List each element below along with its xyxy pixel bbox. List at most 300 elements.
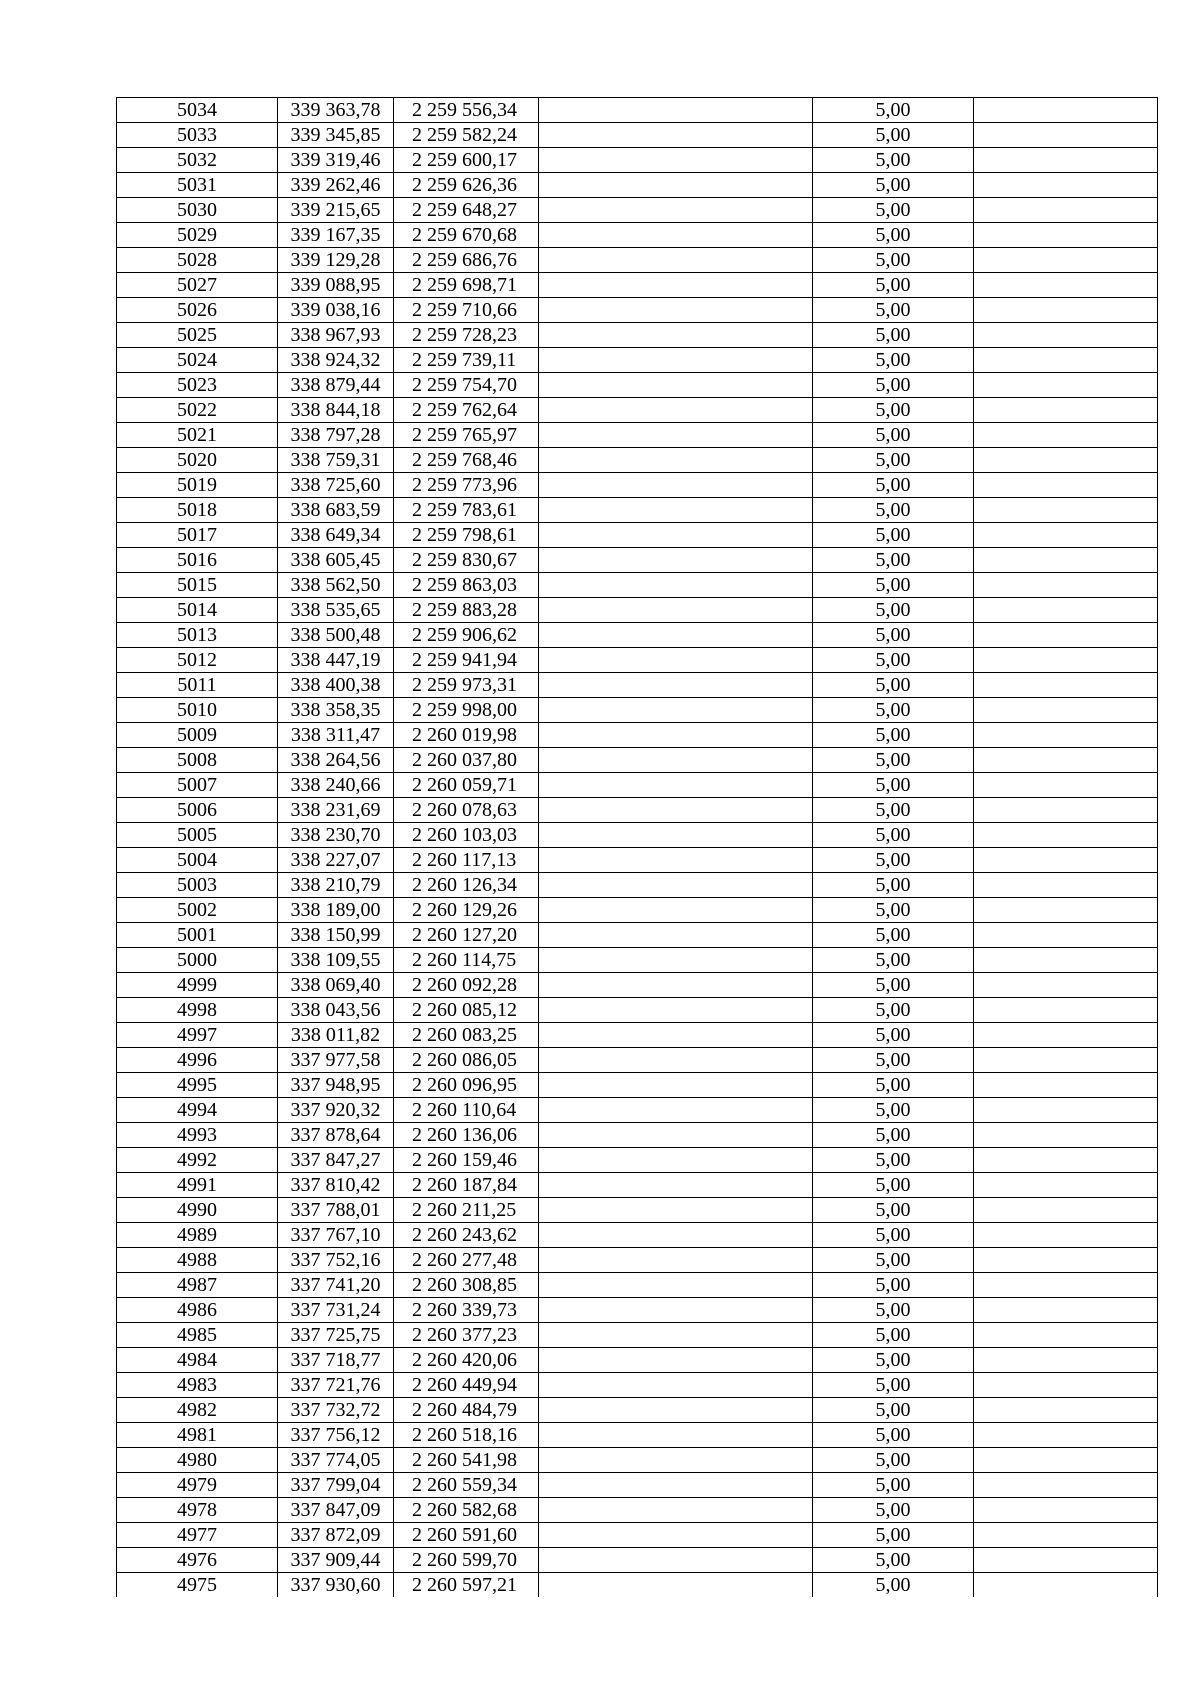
point-number-cell: 4984: [117, 1348, 278, 1373]
x-coordinate-cell: 338 649,34: [278, 523, 394, 548]
empty-cell: [539, 148, 813, 173]
table-row: [117, 548, 1158, 573]
empty-cell: [539, 323, 813, 348]
empty-cell: [974, 198, 1158, 223]
empty-cell: [539, 648, 813, 673]
value-cell: 5,00: [813, 98, 974, 123]
point-number-cell: 5016: [117, 548, 278, 573]
table-row: [117, 1048, 1158, 1073]
table-row: [117, 1423, 1158, 1448]
table-row: [117, 898, 1158, 923]
y-coordinate-cell: 2 259 906,62: [394, 623, 539, 648]
value-cell: 5,00: [813, 1298, 974, 1323]
y-coordinate-cell: 2 260 117,13: [394, 848, 539, 873]
point-number-cell: 4998: [117, 998, 278, 1023]
table-row: [117, 948, 1158, 973]
empty-cell: [539, 798, 813, 823]
x-coordinate-cell: 338 562,50: [278, 573, 394, 598]
point-number-cell: 4986: [117, 1298, 278, 1323]
empty-cell: [539, 848, 813, 873]
x-coordinate-cell: 337 767,10: [278, 1223, 394, 1248]
table-row: [117, 98, 1158, 123]
empty-cell: [974, 1298, 1158, 1323]
value-cell: 5,00: [813, 923, 974, 948]
value-cell: 5,00: [813, 773, 974, 798]
point-number-cell: 5011: [117, 673, 278, 698]
table-row: [117, 323, 1158, 348]
empty-cell: [539, 1148, 813, 1173]
y-coordinate-cell: 2 260 377,23: [394, 1323, 539, 1348]
point-number-cell: 4976: [117, 1548, 278, 1573]
x-coordinate-cell: 338 189,00: [278, 898, 394, 923]
y-coordinate-cell: 2 259 783,61: [394, 498, 539, 523]
table-row: [117, 398, 1158, 423]
empty-cell: [539, 1523, 813, 1548]
value-cell: 5,00: [813, 848, 974, 873]
y-coordinate-cell: 2 260 420,06: [394, 1348, 539, 1373]
point-number-cell: 4980: [117, 1448, 278, 1473]
empty-cell: [539, 923, 813, 948]
table-row: [117, 448, 1158, 473]
y-coordinate-cell: 2 260 339,73: [394, 1298, 539, 1323]
empty-cell: [539, 1048, 813, 1073]
point-number-cell: 5034: [117, 98, 278, 123]
value-cell: 5,00: [813, 648, 974, 673]
value-cell: 5,00: [813, 873, 974, 898]
empty-cell: [539, 448, 813, 473]
y-coordinate-cell: 2 260 308,85: [394, 1273, 539, 1298]
x-coordinate-cell: 339 345,85: [278, 123, 394, 148]
table-row: [117, 298, 1158, 323]
y-coordinate-cell: 2 260 127,20: [394, 923, 539, 948]
y-coordinate-cell: 2 259 686,76: [394, 248, 539, 273]
y-coordinate-cell: 2 260 086,05: [394, 1048, 539, 1073]
empty-cell: [974, 1373, 1158, 1398]
empty-cell: [539, 1348, 813, 1373]
value-cell: 5,00: [813, 698, 974, 723]
x-coordinate-cell: 339 038,16: [278, 298, 394, 323]
point-number-cell: 5030: [117, 198, 278, 223]
y-coordinate-cell: 2 259 883,28: [394, 598, 539, 623]
table-row: [117, 423, 1158, 448]
table-row: [117, 1498, 1158, 1523]
empty-cell: [974, 723, 1158, 748]
x-coordinate-cell: 337 920,32: [278, 1098, 394, 1123]
value-cell: 5,00: [813, 323, 974, 348]
empty-cell: [539, 623, 813, 648]
empty-cell: [539, 173, 813, 198]
point-number-cell: 4983: [117, 1373, 278, 1398]
value-cell: 5,00: [813, 623, 974, 648]
empty-cell: [539, 748, 813, 773]
y-coordinate-cell: 2 260 599,70: [394, 1548, 539, 1573]
empty-cell: [974, 1173, 1158, 1198]
table-row: [117, 648, 1158, 673]
value-cell: 5,00: [813, 1573, 974, 1598]
y-coordinate-cell: 2 260 019,98: [394, 723, 539, 748]
empty-cell: [539, 673, 813, 698]
empty-cell: [539, 773, 813, 798]
empty-cell: [539, 423, 813, 448]
y-coordinate-cell: 2 259 765,97: [394, 423, 539, 448]
x-coordinate-cell: 338 879,44: [278, 373, 394, 398]
empty-cell: [974, 1423, 1158, 1448]
value-cell: 5,00: [813, 973, 974, 998]
point-number-cell: 5032: [117, 148, 278, 173]
empty-cell: [974, 1073, 1158, 1098]
coordinates-table: [116, 97, 1158, 1597]
empty-cell: [974, 1498, 1158, 1523]
table-row: [117, 348, 1158, 373]
point-number-cell: 4995: [117, 1073, 278, 1098]
y-coordinate-cell: 2 259 710,66: [394, 298, 539, 323]
empty-cell: [539, 1398, 813, 1423]
value-cell: 5,00: [813, 473, 974, 498]
value-cell: 5,00: [813, 1248, 974, 1273]
y-coordinate-cell: 2 260 114,75: [394, 948, 539, 973]
value-cell: 5,00: [813, 1473, 974, 1498]
point-number-cell: 5015: [117, 573, 278, 598]
empty-cell: [539, 873, 813, 898]
x-coordinate-cell: 338 210,79: [278, 873, 394, 898]
value-cell: 5,00: [813, 723, 974, 748]
y-coordinate-cell: 2 260 037,80: [394, 748, 539, 773]
empty-cell: [539, 598, 813, 623]
value-cell: 5,00: [813, 173, 974, 198]
empty-cell: [974, 1548, 1158, 1573]
empty-cell: [539, 473, 813, 498]
x-coordinate-cell: 337 948,95: [278, 1073, 394, 1098]
empty-cell: [539, 98, 813, 123]
x-coordinate-cell: 337 909,44: [278, 1548, 394, 1573]
table-row: [117, 848, 1158, 873]
table-row: [117, 773, 1158, 798]
empty-cell: [539, 1573, 813, 1598]
y-coordinate-cell: 2 260 126,34: [394, 873, 539, 898]
table-row: [117, 1373, 1158, 1398]
value-cell: 5,00: [813, 198, 974, 223]
x-coordinate-cell: 338 400,38: [278, 673, 394, 698]
empty-cell: [974, 798, 1158, 823]
x-coordinate-cell: 337 721,76: [278, 1373, 394, 1398]
y-coordinate-cell: 2 259 626,36: [394, 173, 539, 198]
point-number-cell: 5031: [117, 173, 278, 198]
empty-cell: [539, 998, 813, 1023]
point-number-cell: 5001: [117, 923, 278, 948]
table-row: [117, 573, 1158, 598]
x-coordinate-cell: 338 150,99: [278, 923, 394, 948]
point-number-cell: 5025: [117, 323, 278, 348]
value-cell: 5,00: [813, 1198, 974, 1223]
empty-cell: [539, 1273, 813, 1298]
value-cell: 5,00: [813, 1423, 974, 1448]
point-number-cell: 5007: [117, 773, 278, 798]
y-coordinate-cell: 2 260 591,60: [394, 1523, 539, 1548]
y-coordinate-cell: 2 260 211,25: [394, 1198, 539, 1223]
empty-cell: [974, 1473, 1158, 1498]
empty-cell: [539, 948, 813, 973]
value-cell: 5,00: [813, 123, 974, 148]
point-number-cell: 5017: [117, 523, 278, 548]
empty-cell: [539, 698, 813, 723]
empty-cell: [539, 273, 813, 298]
y-coordinate-cell: 2 260 243,62: [394, 1223, 539, 1248]
point-number-cell: 5028: [117, 248, 278, 273]
empty-cell: [539, 1423, 813, 1448]
x-coordinate-cell: 337 847,27: [278, 1148, 394, 1173]
point-number-cell: 5004: [117, 848, 278, 873]
empty-cell: [539, 1023, 813, 1048]
empty-cell: [974, 598, 1158, 623]
table-row: [117, 473, 1158, 498]
empty-cell: [974, 898, 1158, 923]
value-cell: 5,00: [813, 1173, 974, 1198]
table-row: [117, 223, 1158, 248]
empty-cell: [974, 248, 1158, 273]
x-coordinate-cell: 339 215,65: [278, 198, 394, 223]
empty-cell: [974, 298, 1158, 323]
x-coordinate-cell: 338 109,55: [278, 948, 394, 973]
empty-cell: [974, 1573, 1158, 1598]
table-row: [117, 1398, 1158, 1423]
empty-cell: [539, 123, 813, 148]
point-number-cell: 5013: [117, 623, 278, 648]
empty-cell: [974, 373, 1158, 398]
y-coordinate-cell: 2 260 484,79: [394, 1398, 539, 1423]
value-cell: 5,00: [813, 1023, 974, 1048]
y-coordinate-cell: 2 259 600,17: [394, 148, 539, 173]
table-row: [117, 798, 1158, 823]
table-row: [117, 1298, 1158, 1323]
empty-cell: [974, 973, 1158, 998]
table-row: [117, 1123, 1158, 1148]
table-row: [117, 1573, 1158, 1598]
x-coordinate-cell: 338 011,82: [278, 1023, 394, 1048]
empty-cell: [974, 398, 1158, 423]
table-row: [117, 598, 1158, 623]
table-row: [117, 748, 1158, 773]
table-row: [117, 498, 1158, 523]
x-coordinate-cell: 338 500,48: [278, 623, 394, 648]
empty-cell: [539, 1298, 813, 1323]
value-cell: 5,00: [813, 248, 974, 273]
empty-cell: [974, 98, 1158, 123]
value-cell: 5,00: [813, 348, 974, 373]
value-cell: 5,00: [813, 1048, 974, 1073]
table-row: [117, 523, 1158, 548]
empty-cell: [974, 573, 1158, 598]
table-row: [117, 698, 1158, 723]
value-cell: 5,00: [813, 1323, 974, 1348]
table-row: [117, 173, 1158, 198]
y-coordinate-cell: 2 259 762,64: [394, 398, 539, 423]
point-number-cell: 5020: [117, 448, 278, 473]
empty-cell: [539, 248, 813, 273]
empty-cell: [974, 223, 1158, 248]
table-row: [117, 873, 1158, 898]
point-number-cell: 5010: [117, 698, 278, 723]
table-row: [117, 1248, 1158, 1273]
y-coordinate-cell: 2 260 110,64: [394, 1098, 539, 1123]
y-coordinate-cell: 2 260 159,46: [394, 1148, 539, 1173]
point-number-cell: 4988: [117, 1248, 278, 1273]
y-coordinate-cell: 2 259 698,71: [394, 273, 539, 298]
x-coordinate-cell: 337 878,64: [278, 1123, 394, 1148]
point-number-cell: 5000: [117, 948, 278, 973]
empty-cell: [974, 473, 1158, 498]
value-cell: 5,00: [813, 273, 974, 298]
table-row: [117, 1223, 1158, 1248]
x-coordinate-cell: 337 774,05: [278, 1448, 394, 1473]
empty-cell: [539, 1173, 813, 1198]
empty-cell: [974, 448, 1158, 473]
table-row: [117, 973, 1158, 998]
x-coordinate-cell: 338 924,32: [278, 348, 394, 373]
point-number-cell: 5014: [117, 598, 278, 623]
empty-cell: [974, 998, 1158, 1023]
x-coordinate-cell: 338 358,35: [278, 698, 394, 723]
x-coordinate-cell: 338 230,70: [278, 823, 394, 848]
value-cell: 5,00: [813, 598, 974, 623]
x-coordinate-cell: 338 069,40: [278, 973, 394, 998]
y-coordinate-cell: 2 260 092,28: [394, 973, 539, 998]
x-coordinate-cell: 337 731,24: [278, 1298, 394, 1323]
y-coordinate-cell: 2 259 556,34: [394, 98, 539, 123]
value-cell: 5,00: [813, 148, 974, 173]
point-number-cell: 5009: [117, 723, 278, 748]
x-coordinate-cell: 338 535,65: [278, 598, 394, 623]
empty-cell: [539, 223, 813, 248]
empty-cell: [539, 198, 813, 223]
value-cell: 5,00: [813, 1523, 974, 1548]
table-row: [117, 998, 1158, 1023]
table-row: [117, 1148, 1158, 1173]
table-row: [117, 673, 1158, 698]
empty-cell: [539, 1473, 813, 1498]
empty-cell: [974, 773, 1158, 798]
point-number-cell: 4997: [117, 1023, 278, 1048]
value-cell: 5,00: [813, 398, 974, 423]
table-row: [117, 1448, 1158, 1473]
empty-cell: [974, 1448, 1158, 1473]
y-coordinate-cell: 2 259 798,61: [394, 523, 539, 548]
x-coordinate-cell: 338 967,93: [278, 323, 394, 348]
y-coordinate-cell: 2 260 129,26: [394, 898, 539, 923]
x-coordinate-cell: 338 043,56: [278, 998, 394, 1023]
y-coordinate-cell: 2 259 728,23: [394, 323, 539, 348]
table-row: [117, 623, 1158, 648]
point-number-cell: 5023: [117, 373, 278, 398]
y-coordinate-cell: 2 259 773,96: [394, 473, 539, 498]
table-row: [117, 923, 1158, 948]
value-cell: 5,00: [813, 1223, 974, 1248]
table-row: [117, 123, 1158, 148]
empty-cell: [539, 1448, 813, 1473]
x-coordinate-cell: 337 752,16: [278, 1248, 394, 1273]
point-number-cell: 4978: [117, 1498, 278, 1523]
table-row: [117, 1073, 1158, 1098]
table-row: [117, 1323, 1158, 1348]
empty-cell: [539, 823, 813, 848]
empty-cell: [974, 848, 1158, 873]
x-coordinate-cell: 338 447,19: [278, 648, 394, 673]
value-cell: 5,00: [813, 423, 974, 448]
value-cell: 5,00: [813, 998, 974, 1023]
point-number-cell: 5024: [117, 348, 278, 373]
x-coordinate-cell: 337 718,77: [278, 1348, 394, 1373]
x-coordinate-cell: 337 799,04: [278, 1473, 394, 1498]
empty-cell: [974, 1223, 1158, 1248]
empty-cell: [539, 298, 813, 323]
value-cell: 5,00: [813, 748, 974, 773]
empty-cell: [974, 948, 1158, 973]
x-coordinate-cell: 339 167,35: [278, 223, 394, 248]
x-coordinate-cell: 338 725,60: [278, 473, 394, 498]
coordinates-table-body: [117, 98, 1158, 1598]
y-coordinate-cell: 2 260 582,68: [394, 1498, 539, 1523]
table-row: [117, 198, 1158, 223]
value-cell: 5,00: [813, 498, 974, 523]
y-coordinate-cell: 2 259 670,68: [394, 223, 539, 248]
empty-cell: [974, 623, 1158, 648]
table-row: [117, 1348, 1158, 1373]
table-row: [117, 1273, 1158, 1298]
value-cell: 5,00: [813, 948, 974, 973]
table-row: [117, 1473, 1158, 1498]
empty-cell: [974, 1323, 1158, 1348]
empty-cell: [974, 823, 1158, 848]
empty-cell: [974, 1023, 1158, 1048]
point-number-cell: 5026: [117, 298, 278, 323]
point-number-cell: 5022: [117, 398, 278, 423]
value-cell: 5,00: [813, 1373, 974, 1398]
x-coordinate-cell: 338 227,07: [278, 848, 394, 873]
value-cell: 5,00: [813, 1498, 974, 1523]
x-coordinate-cell: 338 759,31: [278, 448, 394, 473]
y-coordinate-cell: 2 260 096,95: [394, 1073, 539, 1098]
x-coordinate-cell: 337 741,20: [278, 1273, 394, 1298]
empty-cell: [539, 1073, 813, 1098]
value-cell: 5,00: [813, 898, 974, 923]
empty-cell: [974, 148, 1158, 173]
point-number-cell: 4989: [117, 1223, 278, 1248]
empty-cell: [539, 1198, 813, 1223]
empty-cell: [974, 1523, 1158, 1548]
x-coordinate-cell: 338 240,66: [278, 773, 394, 798]
point-number-cell: 4993: [117, 1123, 278, 1148]
value-cell: 5,00: [813, 1448, 974, 1473]
point-number-cell: 4979: [117, 1473, 278, 1498]
empty-cell: [974, 323, 1158, 348]
y-coordinate-cell: 2 259 973,31: [394, 673, 539, 698]
y-coordinate-cell: 2 259 830,67: [394, 548, 539, 573]
y-coordinate-cell: 2 259 739,11: [394, 348, 539, 373]
x-coordinate-cell: 337 725,75: [278, 1323, 394, 1348]
value-cell: 5,00: [813, 1273, 974, 1298]
empty-cell: [974, 1198, 1158, 1223]
x-coordinate-cell: 337 756,12: [278, 1423, 394, 1448]
table-row: [117, 1523, 1158, 1548]
y-coordinate-cell: 2 260 449,94: [394, 1373, 539, 1398]
x-coordinate-cell: 339 129,28: [278, 248, 394, 273]
empty-cell: [539, 898, 813, 923]
x-coordinate-cell: 338 844,18: [278, 398, 394, 423]
value-cell: 5,00: [813, 1098, 974, 1123]
x-coordinate-cell: 339 363,78: [278, 98, 394, 123]
empty-cell: [974, 748, 1158, 773]
point-number-cell: 4985: [117, 1323, 278, 1348]
point-number-cell: 4996: [117, 1048, 278, 1073]
